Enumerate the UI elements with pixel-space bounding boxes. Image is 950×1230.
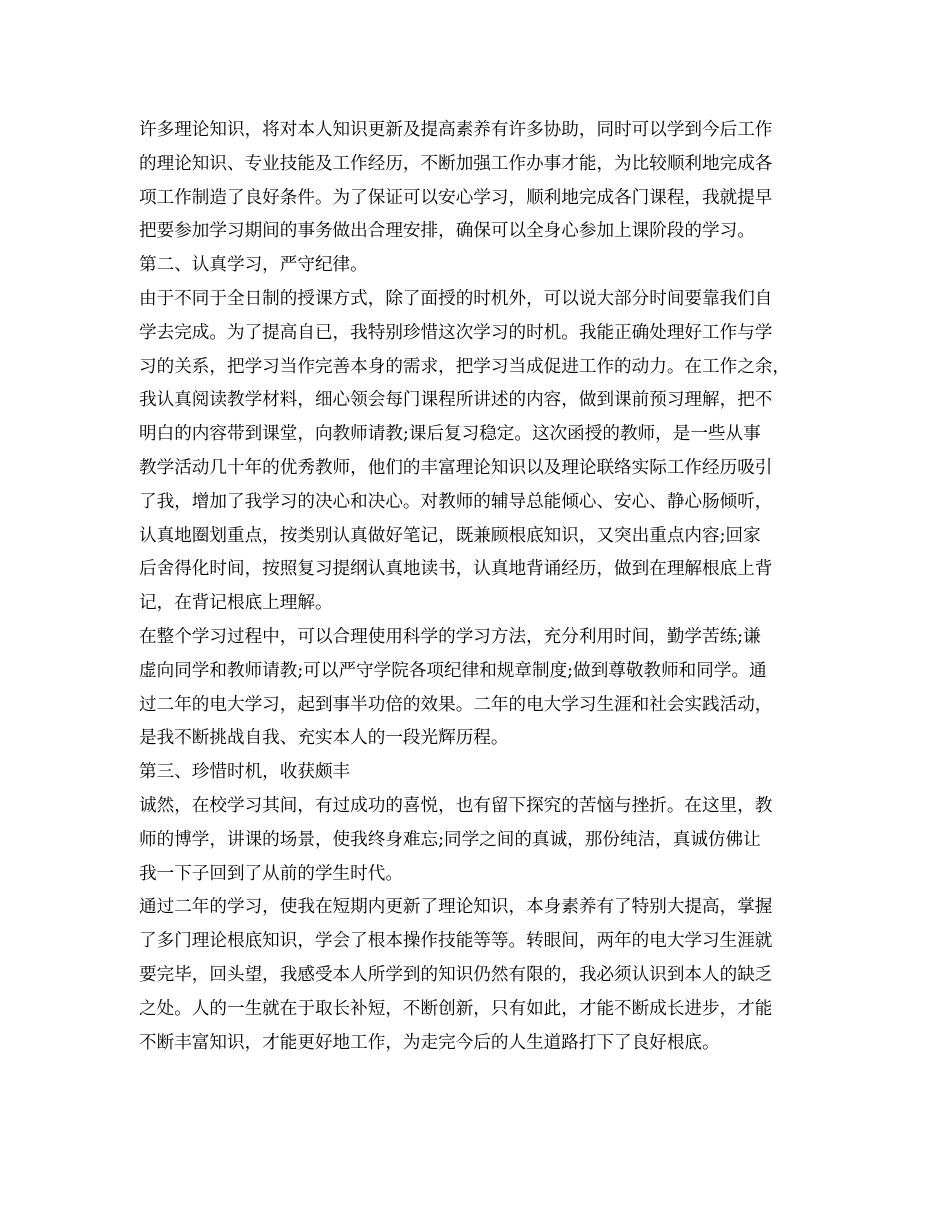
text-line: 教学活动几十年的优秀教师，他们的丰富理论知识以及理论联络实际工作经历吸引 xyxy=(139,457,773,478)
text-line: 了我，增加了我学习的决心和决心。对教师的辅导总能倾心、安心、静心肠倾听， xyxy=(139,491,773,512)
text-line: 学去完成。为了提高自已，我特别珍惜这次学习的时机。我能正确处理好工作与学 xyxy=(139,322,773,343)
text-line: 是我不断挑战自我、充实本人的一段光辉历程。 xyxy=(139,728,509,749)
text-line: 后舍得化时间，按照复习提纲认真地读书，认真地背诵经历，做到在理解根底上背 xyxy=(139,559,773,580)
text-line: 不断丰富知识，才能更好地工作，为走完今后的人生道路打下了良好根底。 xyxy=(139,1032,720,1053)
text-line: 明白的内容带到课堂，向教师请教;课后复习稳定。这次函授的教师，是一些从事 xyxy=(139,424,761,445)
text-line: 在整个学习过程中，可以合理使用科学的学习方法，充分利用时间，勤学苦练;谦 xyxy=(139,626,761,647)
document-body xyxy=(139,114,850,1060)
section-heading-3: 第三、珍惜时机，收获颇丰 xyxy=(139,762,351,783)
section-heading-2: 第二、认真学习，严守纪律。 xyxy=(139,255,368,276)
text-line: 过二年的电大学习，起到事半功倍的效果。二年的电大学习生涯和社会实践活动， xyxy=(139,694,773,715)
text-line: 我认真阅读教学材料，细心领会每门课程所讲述的内容，做到课前预习理解，把不 xyxy=(139,390,773,411)
text-line: 记，在背记根底上理解。 xyxy=(139,593,333,614)
text-line: 诚然，在校学习其间，有过成功的喜悦，也有留下探究的苦恼与挫折。在这里，教 xyxy=(139,795,773,816)
text-line: 虚向同学和教师请教;可以严守学院各项纪律和规章制度;做到尊敬教师和同学。通 xyxy=(139,660,767,681)
text-line: 之处。人的一生就在于取长补短，不断创新，只有如此，才能不断成长进步，才能 xyxy=(139,998,773,1019)
text-line: 师的博学，讲课的场景，使我终身难忘;同学之间的真诚，那份纯洁，真诚仿佛让 xyxy=(139,829,761,850)
text-line: 我一下子回到了从前的学生时代。 xyxy=(139,863,403,884)
text-line: 习的关系，把学习当作完善本身的需求，把学习当成促进工作的动力。在工作之余， xyxy=(139,356,790,377)
text-line: 由于不同于全日制的授课方式，除了面授的时机外，可以说大部分时间要靠我们自 xyxy=(139,288,773,309)
text-line: 通过二年的学习，使我在短期内更新了理论知识，本身素养有了特别大提高，掌握 xyxy=(139,897,773,918)
text-line: 要完毕，回头望，我感受本人所学到的知识仍然有限的，我必须认识到本人的缺乏 xyxy=(139,964,773,985)
text-line: 的理论知识、专业技能及工作经历，不断加强工作办事才能，为比较顺利地完成各 xyxy=(139,153,773,174)
text-line: 把要参加学习期间的事务做出合理安排，确保可以全身心参加上课阶段的学习。 xyxy=(139,221,755,242)
text-line: 项工作制造了良好条件。为了保证可以安心学习，顺利地完成各门课程，我就提早 xyxy=(139,187,773,208)
text-line: 许多理论知识，将对本人知识更新及提高素养有许多协助，同时可以学到今后工作 xyxy=(139,120,773,140)
text-line: 认真地圈划重点，按类别认真做好笔记，既兼顾根底知识，又突出重点内容;回家 xyxy=(139,525,761,546)
text-line: 了多门理论根底知识，学会了根本操作技能等等。转眼间，两年的电大学习生涯就 xyxy=(139,931,773,952)
